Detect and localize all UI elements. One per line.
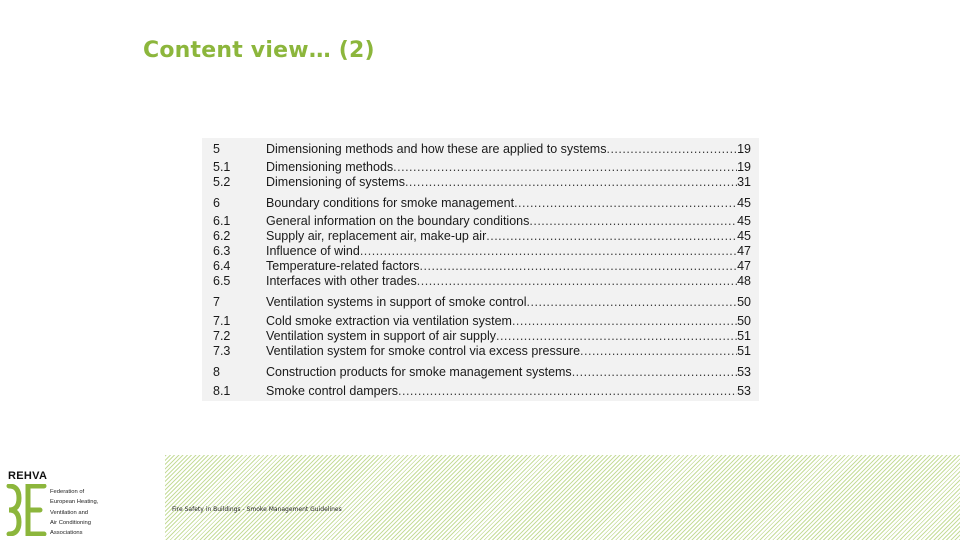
rehva-logo [6, 470, 116, 536]
toc-dot-leader [527, 295, 738, 309]
toc-entry-page: 31 [737, 175, 751, 189]
toc-entry-title: Ventilation system in support of air supply [266, 329, 496, 343]
toc-entry-number: 5 [213, 142, 220, 156]
toc-entry [202, 160, 759, 175]
toc-entry-line [266, 214, 751, 228]
logo-line: Ventilation and [50, 509, 89, 516]
toc-entry-page: 51 [737, 329, 751, 343]
toc-entry-line [266, 295, 751, 309]
toc-entry-number: 6.4 [213, 259, 231, 273]
toc-entry-page: 47 [737, 259, 751, 273]
toc-entry-number: 7.2 [213, 329, 231, 343]
slide-title: Content view… (2) [143, 38, 375, 63]
toc-entry-title: Supply air, replacement air, make-up air [266, 229, 487, 243]
toc-entry-page: 48 [737, 274, 751, 288]
toc-entry-number: 5.2 [213, 175, 231, 189]
toc-entry-line [266, 196, 751, 210]
toc-entry-line [266, 314, 751, 328]
toc-entry-number: 7.1 [213, 314, 231, 328]
toc-entry-line [266, 365, 751, 379]
toc-entry-line [266, 160, 751, 174]
toc-entry-number: 6.2 [213, 229, 231, 243]
logo-caption [50, 487, 98, 538]
toc-entry [202, 175, 759, 190]
toc-entry-line [266, 229, 751, 243]
toc-dot-leader [417, 274, 737, 288]
toc-entry-page: 50 [737, 295, 751, 309]
toc-entry-line [266, 175, 751, 189]
toc-entry-title: General information on the boundary conditions [266, 214, 530, 228]
toc-entry-line [266, 344, 751, 358]
toc-entry-title: Dimensioning methods and how these are applied to systems [266, 142, 607, 156]
toc-entry-page: 50 [737, 314, 751, 328]
toc-entry-page: 53 [737, 384, 751, 398]
toc-entry [202, 344, 759, 359]
toc-dot-leader [420, 259, 738, 273]
toc-entry-title: Ventilation system for smoke control via excess pressure [266, 344, 581, 358]
toc-entry [202, 259, 759, 274]
toc-entry-number: 8 [213, 365, 220, 379]
toc-entry-title: Interfaces with other trades [266, 274, 417, 288]
toc-entry-title: Dimensioning of systems [266, 175, 405, 189]
toc-entry-line [266, 329, 751, 343]
toc-entry-line [266, 244, 751, 258]
toc-entry-title: Ventilation systems in support of smoke control [266, 295, 527, 309]
toc-entry-number: 8.1 [213, 384, 231, 398]
toc-entry-number: 5.1 [213, 160, 231, 174]
rehva-mark-icon [6, 484, 48, 536]
toc-entry [202, 244, 759, 259]
toc-dot-leader [580, 344, 737, 358]
toc-entry-title: Cold smoke extraction via ventilation system [266, 314, 512, 328]
logo-line: Federation of [50, 489, 85, 495]
logo-line: European Heating, [50, 499, 99, 506]
toc-entry-title: Construction products for smoke management systems [266, 365, 572, 379]
toc-dot-leader [360, 244, 737, 258]
toc-entry-line [266, 274, 751, 288]
toc-dot-leader [514, 196, 737, 210]
toc-entry-number: 7.3 [213, 344, 231, 358]
toc-entry-title: Influence of wind [266, 244, 360, 258]
toc-entry-title: Temperature-related factors [266, 259, 420, 273]
toc-entry-line [266, 384, 751, 398]
toc-entry [202, 214, 759, 229]
table-of-contents-image [202, 138, 759, 401]
toc-entry-page: 19 [737, 160, 751, 174]
toc-entry-title: Smoke control dampers [266, 384, 399, 398]
toc-dot-leader [496, 329, 737, 343]
toc-entry-page: 45 [737, 214, 751, 228]
toc-entry [202, 384, 759, 399]
toc-entry-page: 19 [737, 142, 751, 156]
toc-entry [202, 142, 759, 157]
toc-entry-number: 6 [213, 196, 220, 210]
toc-entry [202, 196, 759, 211]
toc-entry-page: 45 [737, 196, 751, 210]
toc-entry-page: 53 [737, 365, 751, 379]
toc-dot-leader [529, 214, 737, 228]
toc-entry [202, 365, 759, 380]
toc-dot-leader [512, 314, 737, 328]
toc-entry-page: 45 [737, 229, 751, 243]
toc-entry-title: Dimensioning methods [266, 160, 394, 174]
toc-entry-number: 6.1 [213, 214, 231, 228]
logo-line: Associations [50, 530, 83, 537]
logo-line: Air Conditioning [50, 519, 91, 526]
toc-entry-page: 51 [737, 344, 751, 358]
toc-dot-leader [393, 160, 737, 174]
toc-entry-number: 6.3 [213, 244, 231, 258]
toc-entry [202, 295, 759, 310]
toc-entry [202, 229, 759, 244]
toc-entry-line [266, 142, 751, 156]
toc-entry-number: 6.5 [213, 274, 231, 288]
toc-dot-leader [405, 175, 737, 189]
logo-wordmark: REHVA [8, 470, 48, 482]
toc-entry-page: 47 [737, 244, 751, 258]
toc-entry-title: Boundary conditions for smoke management [266, 196, 515, 210]
toc-dot-leader [398, 384, 737, 398]
toc-entry [202, 274, 759, 289]
toc-dot-leader [606, 142, 737, 156]
toc-entry [202, 314, 759, 329]
toc-dot-leader [572, 365, 737, 379]
toc-dot-leader [486, 229, 737, 243]
footer-caption: Fire Safety in Buildings - Smoke Management Guidelines [172, 506, 342, 513]
toc-entry-number: 7 [213, 295, 220, 309]
toc-entry-line [266, 259, 751, 273]
toc-entry [202, 329, 759, 344]
